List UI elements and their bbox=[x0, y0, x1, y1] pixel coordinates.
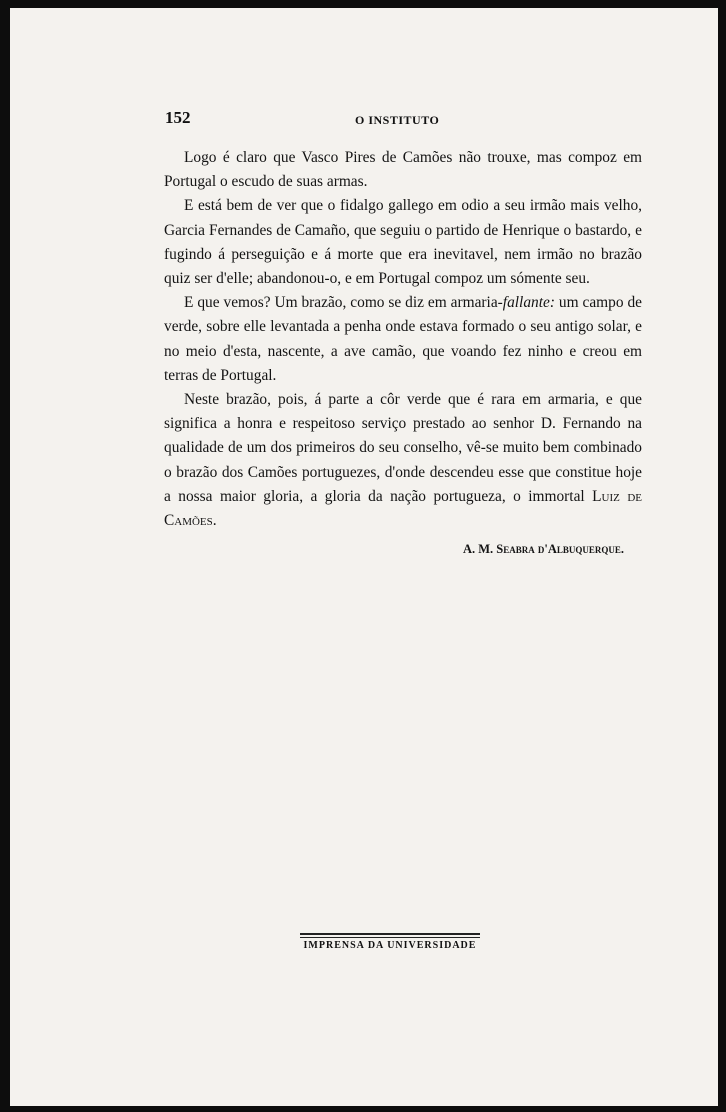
author-name: Luiz de Camões bbox=[164, 487, 642, 530]
divider bbox=[300, 933, 480, 935]
paragraph-end: . bbox=[212, 512, 217, 530]
printer-label: IMPRENSA DA UNIVERSIDADE bbox=[303, 940, 477, 951]
running-title: O INSTITUTO bbox=[355, 113, 440, 127]
book-page bbox=[10, 8, 718, 1106]
paragraph bbox=[164, 388, 642, 533]
page-header bbox=[165, 108, 645, 132]
paragraph-lead: E que vemos? Um brazão, como se diz em armaria- bbox=[184, 294, 503, 312]
signature: A. M. Seabra d'Albuquerque. bbox=[462, 542, 624, 557]
body-text bbox=[164, 146, 642, 561]
paragraph: Logo é claro que Vasco Pires de Camões não trouxe, mas compoz em Portugal o escudo de suas armas. bbox=[164, 149, 642, 191]
divider bbox=[300, 937, 480, 938]
page-number: 152 bbox=[165, 108, 191, 127]
paragraph: E está bem de ver que o fidalgo gallego em odio a seu irmão mais velho, Garcia Fernandes de Camaño, que seguiu o partido de Henrique o bastardo, e fugindo á perseguição e á morte que era inevitavel, nem irmão no brazão quiz ser d'elle; abandonou-o, e em Portugal compoz um sómente seu. bbox=[164, 197, 642, 288]
printer-imprint bbox=[300, 933, 480, 951]
paragraph-lead: Neste brazão, pois, á parte a côr verde que é rara em armaria, e que significa a honra e respeitoso serviço prestado ao senhor D. Fernando na qualidade de um dos primeiros do seu conselho, vê-se muito bem combinado o brazão dos Camões portuguezes, d'onde descendeu esse que constitue hoje a nossa maior gloria, a gloria da nação portugueza, o immortal bbox=[164, 391, 642, 505]
paragraph bbox=[164, 291, 642, 388]
italic-term: fallante: bbox=[502, 294, 555, 312]
paragraph-rest: um campo de verde, sobre elle levantada a penha onde estava formado o seu antigo solar, e no meio d'esta, nascente, a ave camão, que voando fez ninho e creou em terras de Portugal. bbox=[164, 294, 642, 384]
